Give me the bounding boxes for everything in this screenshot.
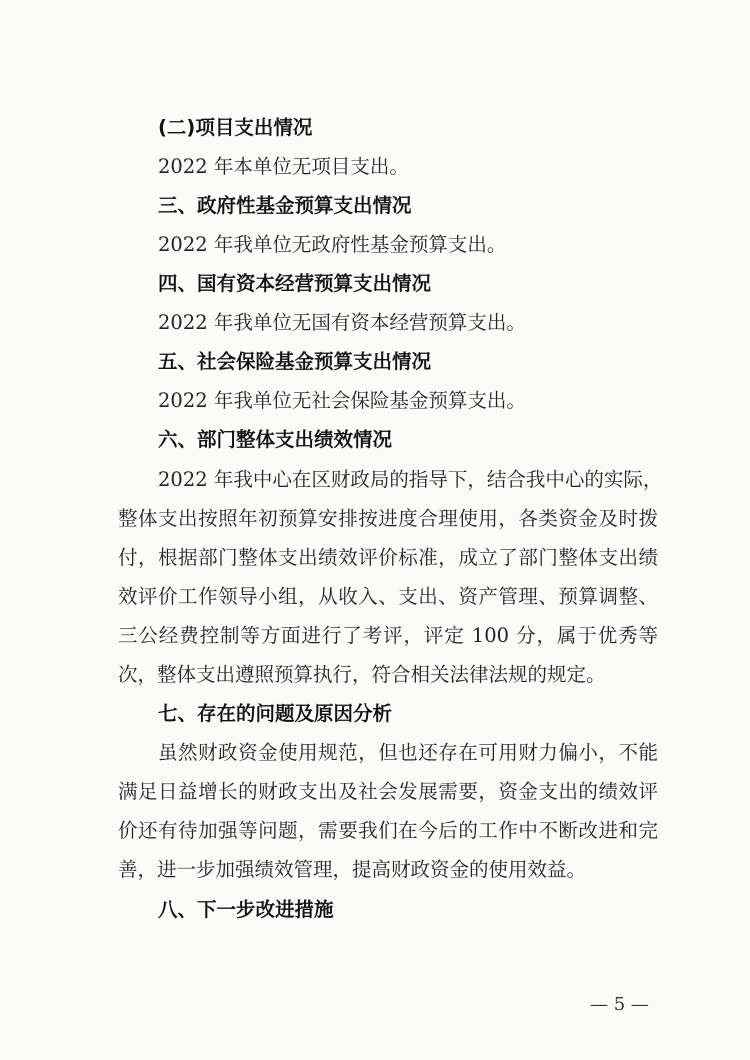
page-number: — 5 —	[590, 994, 649, 1015]
paragraph-line: 三公经费控制等方面进行了考评，评定 100 分，属于优秀等	[118, 624, 658, 647]
paragraph-line: 付，根据部门整体支出绩效评价标准，成立了部门整体支出绩	[118, 546, 658, 569]
section-heading-government-fund: 三、政府性基金预算支出情况	[158, 194, 412, 217]
section-heading-social-insurance: 五、社会保险基金预算支出情况	[158, 350, 432, 373]
paragraph-line: 次，整体支出遵照预算执行，符合相关法律法规的规定。	[118, 663, 606, 686]
paragraph-line: 善，进一步加强绩效管理，提高财政资金的使用效益。	[118, 858, 587, 881]
paragraph-line: 整体支出按照年初预算安排按进度合理使用，各类资金及时拨	[118, 507, 658, 530]
paragraph-line: 2022 年我单位无社会保险基金预算支出。	[158, 389, 526, 412]
section-heading-problems: 七、存在的问题及原因分析	[158, 702, 393, 725]
section-heading-next-steps: 八、下一步改进措施	[158, 898, 334, 921]
paragraph-line: 满足日益增长的财政支出及社会发展需要，资金支出的绩效评	[118, 780, 658, 803]
section-heading-project-expenditure: (二)项目支出情况	[158, 116, 313, 139]
paragraph-line: 2022 年我中心在区财政局的指导下，结合我中心的实际，	[158, 468, 663, 491]
section-heading-performance: 六、部门整体支出绩效情况	[158, 428, 393, 451]
paragraph-line: 虽然财政资金使用规范，但也还存在可用财力偏小，不能	[158, 741, 658, 764]
paragraph-line: 2022 年我单位无政府性基金预算支出。	[158, 233, 507, 256]
paragraph-line: 效评价工作领导小组，从收入、支出、资产管理、预算调整、	[118, 585, 658, 608]
paragraph-line: 2022 年本单位无项目支出。	[158, 155, 409, 178]
paragraph-line: 2022 年我单位无国有资本经营预算支出。	[158, 311, 526, 334]
paragraph-line: 价还有待加强等问题，需要我们在今后的工作中不断改进和完	[118, 819, 658, 842]
section-heading-state-capital: 四、国有资本经营预算支出情况	[158, 272, 432, 295]
